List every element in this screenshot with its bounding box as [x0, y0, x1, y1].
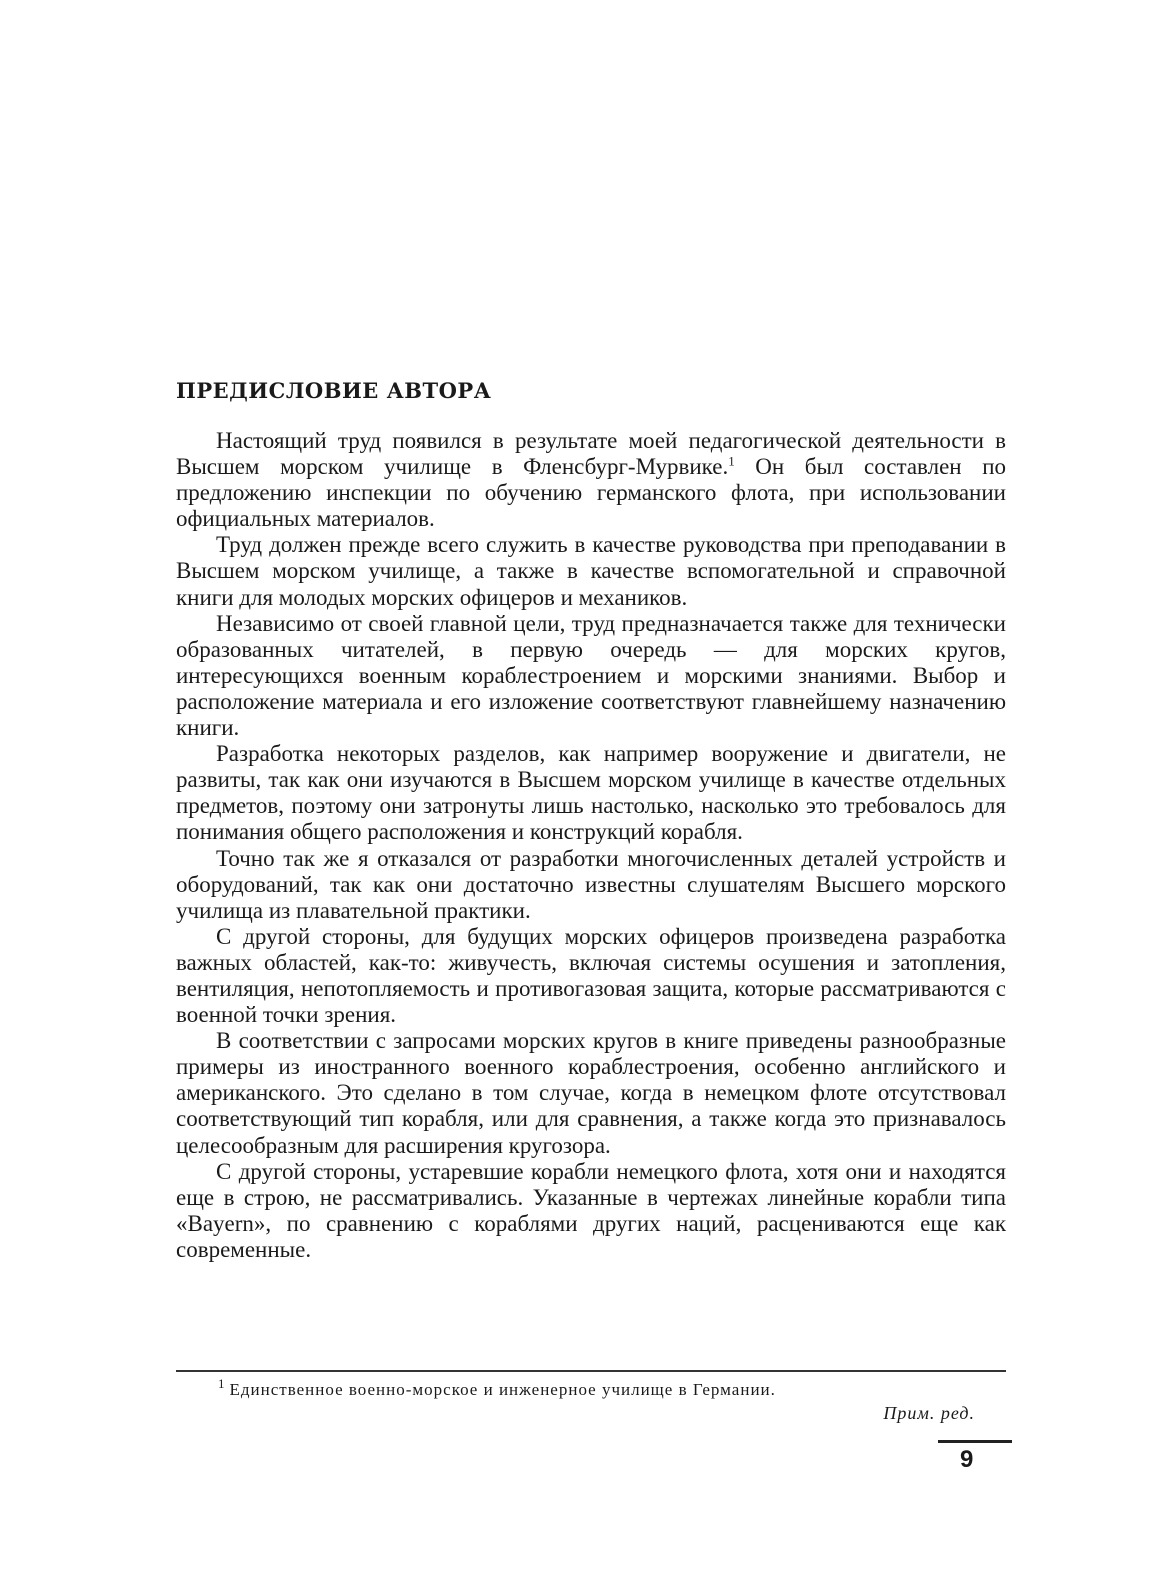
footnote-text: Единственное военно-морское и инженерное училище в Германии.: [229, 1380, 776, 1399]
footnote-number: 1: [218, 1376, 226, 1392]
paragraph: С другой стороны, для будущих морских офицеров произведена разработка важных областей, как-то: живучесть, включая системы осушения и затопления, вентиляция, непотопляемость и противогазовая защита, которые рассматриваются с военной точки зрения.: [176, 923, 1006, 1028]
paragraph: Точно так же я отказался от разработки многочисленных деталей устройств и оборудований, так как они достаточно известны слушателям Высшего морского училища из плавательной практики.: [176, 845, 1006, 923]
page-number: 9: [960, 1446, 974, 1473]
paragraph: Независимо от своей главной цели, труд предназначается также для технически образованных читателей, в первую очередь — для морских кругов, интересующихся военным кораблестроением и морскими знаниями. Выбор и расположение материала и его изложение соответствуют главнейшему назначению книги.: [176, 610, 1006, 741]
body-text: [176, 428, 1006, 1263]
footnote-divider: [176, 1370, 1006, 1372]
paragraph: С другой стороны, устаревшие корабли немецкого флота, хотя они и находятся еще в строю, не рассматривались. Указанные в чертежах линейные корабли типа «Bayern», по сравнению с кораблями других наций, расцениваются еще как современные.: [176, 1158, 1006, 1262]
page-number-rule: [938, 1440, 1012, 1443]
paragraph-text: Он был составлен по предложению инспекции по обучению германского флота, при использовании официальных материалов.: [176, 454, 1006, 532]
paragraph: [176, 428, 1006, 532]
footnote: [218, 1376, 978, 1400]
paragraph-text: Настоящий труд появился в результате моей педагогической деятельности в Высшем морском училище в Фленсбург-Мурвике.: [176, 428, 1006, 480]
footnote-reference: 1: [728, 453, 735, 469]
chapter-heading: ПРЕДИСЛОВИЕ АВТОРА: [176, 378, 492, 403]
paragraph: В соответствии с запросами морских кругов в книге приведены разнообразные примеры из иностранного военного кораблестроения, особенно английского и американского. Это сделано в том случае, когда в немецком флоте отсутствовал соответствующий тип корабля, или для сравнения, а также когда это признавалось целесообразным для расширения кругозора.: [176, 1028, 1006, 1158]
paragraph: Разработка некоторых разделов, как например вооружение и двигатели, не развиты, так как они изучаются в Высшем морском училище в качестве отдельных предметов, поэтому они затронуты лишь настолько, насколько это требовалось для понимания общего расположения и конструкций корабля.: [176, 741, 1006, 845]
footnote-signature: Прим. ред.: [883, 1403, 975, 1423]
paragraph: Труд должен прежде всего служить в качестве руководства при преподавании в Высшем морском училище, а также в качестве вспомогательной и справочной книги для молодых морских офицеров и механиков.: [176, 532, 1006, 610]
